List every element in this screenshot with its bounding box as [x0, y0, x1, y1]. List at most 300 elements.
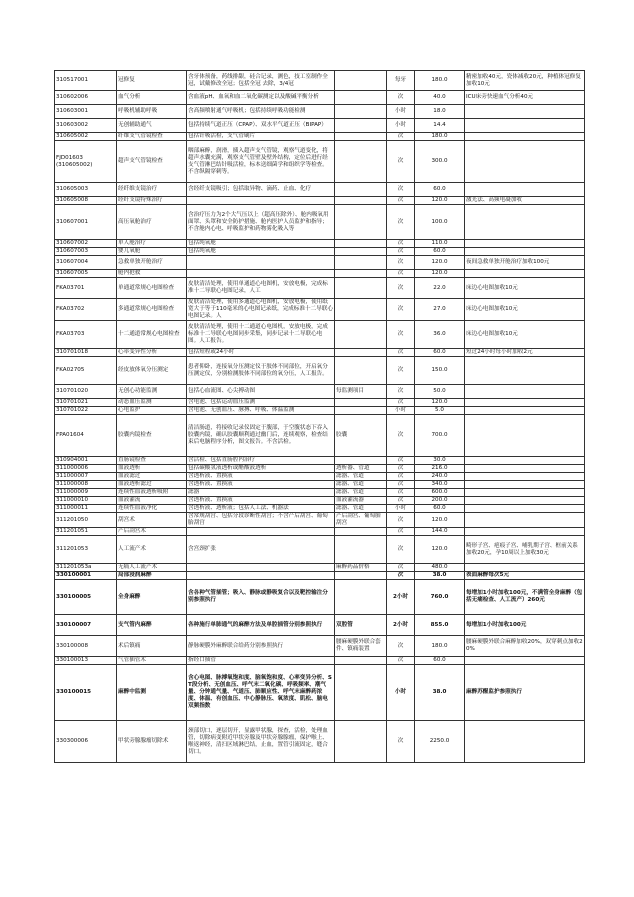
item-content: 含治疗压力为2个大气压以上（超高压除外）、舱内吸氧用面罩、头罩和安全防护措施、舱内医护人员监护和指导；不含舱内心电、呼吸监护和药物雾化吸入等 — [187, 205, 335, 240]
item-note — [465, 457, 585, 465]
item-note — [465, 465, 585, 473]
item-code: 311000008 — [55, 481, 117, 489]
item-unit: 次 — [387, 415, 415, 457]
item-excluded: 每监测项目 — [335, 385, 387, 399]
item-excluded — [335, 528, 387, 536]
item-content: 患者仰卧，连接氧分压测定仪于肢体不同部位，开启氧分压测定仪，分别检测肢体不同部位的氧分压，人工报告。 — [187, 357, 335, 385]
item-price: 120.0 — [415, 536, 465, 564]
item-note — [465, 133, 585, 141]
item-note — [465, 407, 585, 415]
item-code: 310607003 — [55, 248, 117, 256]
item-content: 皮肤清洁处理，使用十二通道心电图机，安放电极，完成标准十二导联心电图同步采集，同步记录十二导联心电图。人工报告。 — [187, 321, 335, 349]
table-row — [55, 240, 585, 248]
item-name: 单人舱治疗 — [117, 240, 187, 248]
item-name: 血液透析 — [117, 465, 187, 473]
item-unit: 次 — [387, 636, 415, 657]
item-unit: 次 — [387, 278, 415, 299]
item-excluded — [335, 572, 387, 580]
table-row — [55, 248, 585, 256]
item-content: 含活检、包括直肠腔内治疗 — [187, 457, 335, 465]
item-note: 夜间急救单独开舱治疗加收100元 — [465, 256, 585, 270]
item-unit: 次 — [387, 657, 415, 665]
item-price: 700.0 — [415, 415, 465, 457]
item-code: 310607002 — [55, 240, 117, 248]
item-price: 60.0 — [415, 248, 465, 256]
item-code: 310517001 — [55, 71, 117, 91]
item-price: 5.0 — [415, 407, 465, 415]
table-row — [55, 183, 585, 197]
item-excluded — [335, 721, 387, 763]
item-note: 表面麻醉每次5元 — [465, 572, 585, 580]
item-price: 180.0 — [415, 636, 465, 657]
item-note — [465, 513, 585, 528]
item-unit: 次 — [387, 465, 415, 473]
item-note: 精密加收40元，瓷体减收20元，种植体冠修复加收10元 — [465, 71, 585, 91]
table-row — [55, 119, 585, 133]
item-note: ICU床旁快速血气分析40元 — [465, 91, 585, 105]
item-content: 包括持续气道正压（CPAP）、双水平气道正压（BIPAP） — [187, 119, 335, 133]
item-unit: 次 — [387, 183, 415, 197]
table-row — [55, 91, 585, 105]
item-name: 心率变异性分析 — [117, 349, 187, 357]
item-unit: 次 — [387, 513, 415, 528]
item-code: 311201051 — [55, 528, 117, 536]
item-excluded: 滤器、管道 — [335, 489, 387, 497]
item-unit: 小时 — [387, 665, 415, 721]
item-unit: 2小时 — [387, 580, 415, 615]
item-price: 340.0 — [415, 481, 465, 489]
item-code: 310605008 — [55, 197, 117, 205]
item-name: 胶囊内镜检查 — [117, 415, 187, 457]
item-name: 血气分析 — [117, 91, 187, 105]
item-excluded — [335, 278, 387, 299]
item-content: 包括心血流图、心尖搏动图 — [187, 385, 335, 399]
item-excluded — [335, 71, 387, 91]
item-note: 每增加1小时加收100元，不满管全身麻醉（包括无痛检查、人工流产）260元 — [465, 580, 585, 615]
item-name: 经纤支镜特殊治疗 — [117, 197, 187, 205]
item-excluded — [335, 407, 387, 415]
item-note: 腰麻硬膜外联合麻醉加收20%，双穿刺点加收20% — [465, 636, 585, 657]
item-unit: 次 — [387, 270, 415, 278]
item-code: 310603002 — [55, 119, 117, 133]
item-excluded — [335, 105, 387, 119]
table-row — [55, 572, 585, 580]
item-note — [465, 415, 585, 457]
item-excluded — [335, 536, 387, 564]
item-name: 术后镇痛 — [117, 636, 187, 657]
table-row — [55, 636, 585, 657]
item-name: 冠修复 — [117, 71, 187, 91]
item-code: 310701018 — [55, 349, 117, 357]
item-note — [465, 105, 585, 119]
item-price: 120.0 — [415, 513, 465, 528]
item-name: 高压氧舱治疗 — [117, 205, 187, 240]
item-unit: 次 — [387, 205, 415, 240]
item-content: 清洁肠道，将接收记录仪固定于腹部，于空腹状态下吞入胶囊内镜，确认胶囊顺利通过幽门后，连续观察，检查结束后电脑程序分析，图文报告。不含活检。 — [187, 415, 335, 457]
item-excluded: 透析器、管道 — [335, 465, 387, 473]
item-name: 动态血压监测 — [117, 399, 187, 407]
item-name: 单通道常规心电图检查 — [117, 278, 187, 299]
item-excluded: 产后刮宫、葡萄胎刮宫 — [335, 513, 387, 528]
item-name: 血液灌流 — [117, 497, 187, 505]
item-excluded — [335, 457, 387, 465]
item-code: 330100007 — [55, 615, 117, 636]
item-unit: 次 — [387, 473, 415, 481]
item-code: 310607005 — [55, 270, 117, 278]
item-content: 滤器 — [187, 489, 335, 497]
item-content: 含心电图、脉搏氧饱和度、脑氧饱和度、心率变异分析、ST段分析、无创血压、呼气末二氧化碳、呼吸频率、潮气量、分钟通气量、气道压、肺顺应性、呼气末麻醉药浓度、体温、有创血压、中心静脉压、氧浓度、肌松、脑电双频指数 — [187, 665, 335, 721]
item-excluded — [335, 197, 387, 205]
item-note: 床边心电图加收10元 — [465, 278, 585, 299]
item-code: 310605003 — [55, 183, 117, 197]
item-price: 180.0 — [415, 133, 465, 141]
item-excluded — [335, 299, 387, 321]
item-excluded — [335, 119, 387, 133]
table-row — [55, 665, 585, 721]
item-price: 120.0 — [415, 270, 465, 278]
item-excluded — [335, 321, 387, 349]
item-unit: 次 — [387, 399, 415, 407]
item-code: 330100008 — [55, 636, 117, 657]
item-code: 311000011 — [55, 505, 117, 513]
item-unit: 次 — [387, 536, 415, 564]
item-note — [465, 141, 585, 183]
item-code: 311201053a — [55, 564, 117, 572]
item-name: 婴儿氧舱 — [117, 248, 187, 256]
item-name: 急救单独开舱治疗 — [117, 256, 187, 270]
item-unit: 次 — [387, 528, 415, 536]
item-code: 330100015 — [55, 665, 117, 721]
item-content: 颈部切口，逐层切开，显露甲状腺，探查，活检，处理血管，切除病变附近甲状旁腺及甲状旁腺腺瘤，保护喉上、喉返神经，清扫区域淋巴结，止血，置管引流固定，缝合切口。 — [187, 721, 335, 763]
item-excluded — [335, 349, 387, 357]
item-code: 310603001 — [55, 105, 117, 119]
item-excluded — [335, 399, 387, 407]
item-unit: 每牙 — [387, 71, 415, 91]
item-price: 50.0 — [415, 385, 465, 399]
item-price: 60.0 — [415, 349, 465, 357]
table-row — [55, 657, 585, 665]
item-unit: 次 — [387, 299, 415, 321]
item-excluded: 麻醉药品价格 — [335, 564, 387, 572]
item-name: 经皮放体氧分压测定 — [117, 357, 187, 385]
item-content: 包括纯氧舱 — [187, 240, 335, 248]
item-excluded — [335, 183, 387, 197]
item-price: 110.0 — [415, 240, 465, 248]
item-unit: 小时 — [387, 505, 415, 513]
table-row — [55, 564, 585, 572]
item-content: 含透析液、透析液；包括人工法、机器法 — [187, 505, 335, 513]
item-content — [187, 528, 335, 536]
table-row — [55, 197, 585, 205]
fee-schedule-table — [54, 70, 585, 763]
item-content: 静脉硬膜外麻醉联合给药分别参照执行 — [187, 636, 335, 657]
item-unit: 次 — [387, 141, 415, 183]
table-row — [55, 615, 585, 636]
item-excluded — [335, 657, 387, 665]
item-price: 14.4 — [415, 119, 465, 133]
item-name: 连续性血液透析吸附 — [117, 489, 187, 497]
item-note — [465, 473, 585, 481]
item-unit: 次 — [387, 133, 415, 141]
item-note — [465, 564, 585, 572]
item-note — [465, 721, 585, 763]
item-name: 人工流产术 — [117, 536, 187, 564]
table-row — [55, 71, 585, 91]
item-price: 600.0 — [415, 489, 465, 497]
item-price: 38.0 — [415, 665, 465, 721]
item-unit: 次 — [387, 248, 415, 256]
item-note — [465, 399, 585, 407]
item-content: 包括纯氧舱 — [187, 248, 335, 256]
table-row — [55, 415, 585, 457]
item-price: 144.0 — [415, 528, 465, 536]
table-row — [55, 133, 585, 141]
item-name: 支气管内麻醉 — [117, 615, 187, 636]
item-note — [465, 505, 585, 513]
table-row — [55, 457, 585, 465]
item-unit: 2小时 — [387, 615, 415, 636]
table-row — [55, 256, 585, 270]
item-excluded — [335, 205, 387, 240]
item-excluded — [335, 580, 387, 615]
item-price: 60.0 — [415, 505, 465, 513]
item-name: 甲状旁腺腺瘤切除术 — [117, 721, 187, 763]
item-content: 各种施行单肺通气的麻醉方法及单腔插管分别参照执行 — [187, 615, 335, 636]
item-code: 311000009 — [55, 489, 117, 497]
table-row — [55, 536, 585, 564]
item-code: 330100005 — [55, 580, 117, 615]
item-price: 216.0 — [415, 465, 465, 473]
item-code: 330300006 — [55, 721, 117, 763]
item-excluded — [335, 91, 387, 105]
item-note — [465, 248, 585, 256]
item-note: 麻醉苏醒监护参照执行 — [465, 665, 585, 721]
item-excluded: 腰麻硬膜外联合套件、镇痛装置 — [335, 636, 387, 657]
item-price: 60.0 — [415, 183, 465, 197]
item-name: 十二通道常规心电图检查 — [117, 321, 187, 349]
item-excluded — [335, 248, 387, 256]
item-excluded: 胶囊 — [335, 415, 387, 457]
item-unit: 次 — [387, 489, 415, 497]
table-row — [55, 407, 585, 415]
item-name: 麻醉中监测 — [117, 665, 187, 721]
item-price: 200.0 — [415, 497, 465, 505]
table-row — [55, 357, 585, 385]
item-name: 无创心功能监测 — [117, 385, 187, 399]
item-note — [465, 270, 585, 278]
table-row — [55, 278, 585, 299]
item-code: 311201053 — [55, 536, 117, 564]
item-content: 含宫颈扩张 — [187, 536, 335, 564]
item-note — [465, 205, 585, 240]
item-code: FKA03703 — [55, 321, 117, 349]
item-code: 311000010 — [55, 497, 117, 505]
item-note — [465, 481, 585, 489]
item-excluded — [335, 256, 387, 270]
item-name: 心电监护 — [117, 407, 187, 415]
table-row — [55, 497, 585, 505]
item-price: 2250.0 — [415, 721, 465, 763]
item-price: 22.0 — [415, 278, 465, 299]
item-content: 咽部麻醉，润滑，插入超声支气管镜，观察气道变化，将超声水囊充满，观察支气管壁及壁外结构，定位后进行经支气管淋巴结针吸活检，标本送细菌学和组织学等检查。不含纵隔穿刺等。 — [187, 141, 335, 183]
item-code: 311000007 — [55, 473, 117, 481]
item-excluded — [335, 357, 387, 385]
item-note — [465, 119, 585, 133]
item-content: 包括针吸活检，支气管刷片 — [187, 133, 335, 141]
item-code: 330100001 — [55, 572, 117, 580]
item-name: 直肠镜检查 — [117, 457, 187, 465]
table-row — [55, 513, 585, 528]
item-content: 含血液pH、血氧和血二氧化碳测定以及酸碱平衡分析 — [187, 91, 335, 105]
item-note: 每增加1小时加收100元 — [465, 615, 585, 636]
item-unit: 次 — [387, 385, 415, 399]
item-code: FPA01604 — [55, 415, 117, 457]
item-note: 短过24小时每小时加收2元 — [465, 349, 585, 357]
item-content: 皮肤清洁处理，使用单通道心电图机，安放电极，完成标准十二导联心电图记录，人工 — [187, 278, 335, 299]
item-content — [187, 564, 335, 572]
item-content — [187, 256, 335, 270]
item-unit: 次 — [387, 357, 415, 385]
item-unit: 小时 — [387, 105, 415, 119]
table-row — [55, 580, 585, 615]
item-code: 310607004 — [55, 256, 117, 270]
item-code: 310701021 — [55, 399, 117, 407]
item-content: 含常规刮宫、包括分段诊断性刮宫；不含产后刮宫、葡萄胎刮宫 — [187, 513, 335, 528]
item-code: 310904001 — [55, 457, 117, 465]
item-unit: 次 — [387, 321, 415, 349]
item-unit: 次 — [387, 564, 415, 572]
item-content: 含透析液、置换液 — [187, 473, 335, 481]
item-excluded: 血液灌流器 — [335, 497, 387, 505]
item-name: 血液透析滤过 — [117, 481, 187, 489]
item-note: 激光法、高频电凝加收 — [465, 197, 585, 205]
item-price: 30.0 — [415, 457, 465, 465]
item-unit: 次 — [387, 497, 415, 505]
item-excluded: 双腔管 — [335, 615, 387, 636]
item-price: 27.0 — [415, 299, 465, 321]
item-excluded — [335, 141, 387, 183]
item-note: 床边心电图加收10元 — [465, 299, 585, 321]
item-name: 气管插管术 — [117, 657, 187, 665]
item-code: FKA03702 — [55, 299, 117, 321]
table-row — [55, 349, 585, 357]
item-price: 100.0 — [415, 205, 465, 240]
table-row — [55, 385, 585, 399]
item-price: 120.0 — [415, 256, 465, 270]
item-content — [187, 572, 335, 580]
item-content: 包括短程或24小时 — [187, 349, 335, 357]
item-unit: 次 — [387, 349, 415, 357]
item-price: 120.0 — [415, 197, 465, 205]
item-code: 310701020 — [55, 385, 117, 399]
item-price: 60.0 — [415, 657, 465, 665]
table-row — [55, 105, 585, 119]
item-name: 刮宫术 — [117, 513, 187, 528]
item-unit: 次 — [387, 197, 415, 205]
item-content: 含电池、包括运动血压监测 — [187, 399, 335, 407]
table-row — [55, 399, 585, 407]
item-name: 舱内抢救 — [117, 270, 187, 278]
table-row — [55, 270, 585, 278]
item-note: 畸形子宫、疤痕子宫、哺乳期子宫、框前关系加收20元，孕10周以上加收30元 — [465, 536, 585, 564]
item-excluded: 滤器、管道 — [335, 505, 387, 513]
table-row — [55, 489, 585, 497]
item-excluded — [335, 270, 387, 278]
item-code: 330100013 — [55, 657, 117, 665]
item-price: 180.0 — [415, 71, 465, 91]
item-content: 包括碳酸氢液透析或醋酸液透析 — [187, 465, 335, 473]
item-content: 含各种气管插管；吸入、静脉或静吸复合以及靶控输注分别参照执行 — [187, 580, 335, 615]
item-content — [187, 197, 335, 205]
item-name: 多通道常规心电图检查 — [117, 299, 187, 321]
item-unit: 小时 — [387, 119, 415, 133]
item-excluded — [335, 665, 387, 721]
item-unit: 次 — [387, 481, 415, 489]
item-content: 指经口插管 — [187, 657, 335, 665]
table-row — [55, 141, 585, 183]
item-content: 含高频喷射通气呼吸机；包括持续呼吸功能检测 — [187, 105, 335, 119]
item-unit: 次 — [387, 721, 415, 763]
item-code: FKA03701 — [55, 278, 117, 299]
item-unit: 次 — [387, 457, 415, 465]
table-row — [55, 721, 585, 763]
item-price: 760.0 — [415, 580, 465, 615]
item-price: 855.0 — [415, 615, 465, 636]
item-excluded: 滤器、管道 — [335, 481, 387, 489]
item-price: 480.0 — [415, 564, 465, 572]
item-note: 床边心电图加收10元 — [465, 321, 585, 349]
item-price: 18.0 — [415, 105, 465, 119]
table-row — [55, 205, 585, 240]
item-name: 血液滤过 — [117, 473, 187, 481]
table-row — [55, 465, 585, 473]
item-excluded — [335, 240, 387, 248]
table-row — [55, 473, 585, 481]
item-name: 无创辅助通气 — [117, 119, 187, 133]
item-name: 超声支气管镜检查 — [117, 141, 187, 183]
item-note — [465, 240, 585, 248]
item-code: 311201050 — [55, 513, 117, 528]
item-unit: 次 — [387, 240, 415, 248]
item-code: 310602006 — [55, 91, 117, 105]
item-unit: 次 — [387, 572, 415, 580]
item-content: 含牙体预备，药线排龈，硅合记录，测色，技工室制作全冠，试戴修改全冠；包括全冠 去除，3/4冠 — [187, 71, 335, 91]
item-code: 310605002 — [55, 133, 117, 141]
item-code: 311000006 — [55, 465, 117, 473]
item-code: FJD01603 (310605002) — [55, 141, 117, 183]
item-price: 38.0 — [415, 572, 465, 580]
item-name: 局部浸润麻醉 — [117, 572, 187, 580]
item-note — [465, 385, 585, 399]
item-price: 150.0 — [415, 357, 465, 385]
item-code: 310701022 — [55, 407, 117, 415]
table-row — [55, 505, 585, 513]
item-name: 经纤维支镜治疗 — [117, 183, 187, 197]
item-content: 含经纤支镜吸引；包括取异物、滴药、止血、化疗 — [187, 183, 335, 197]
item-price: 36.0 — [415, 321, 465, 349]
table-row — [55, 299, 585, 321]
table-row — [55, 321, 585, 349]
item-content: 皮肤清洁处理，使用多通道心电图机，安放电极，使用纸宽大于等于110毫米的心电图记录纸，完成标准十二导联心电图记录。人 — [188, 299, 333, 319]
item-content: 含透析液、置换液 — [187, 497, 335, 505]
item-price: 240.0 — [415, 473, 465, 481]
item-note — [465, 357, 585, 385]
item-unit: 小时 — [387, 407, 415, 415]
item-name: 无痛人工流产术 — [117, 564, 187, 572]
item-name: 呼吸机辅助呼吸 — [117, 105, 187, 119]
item-note — [465, 657, 585, 665]
item-content: 含透析液、置换液 — [187, 481, 335, 489]
